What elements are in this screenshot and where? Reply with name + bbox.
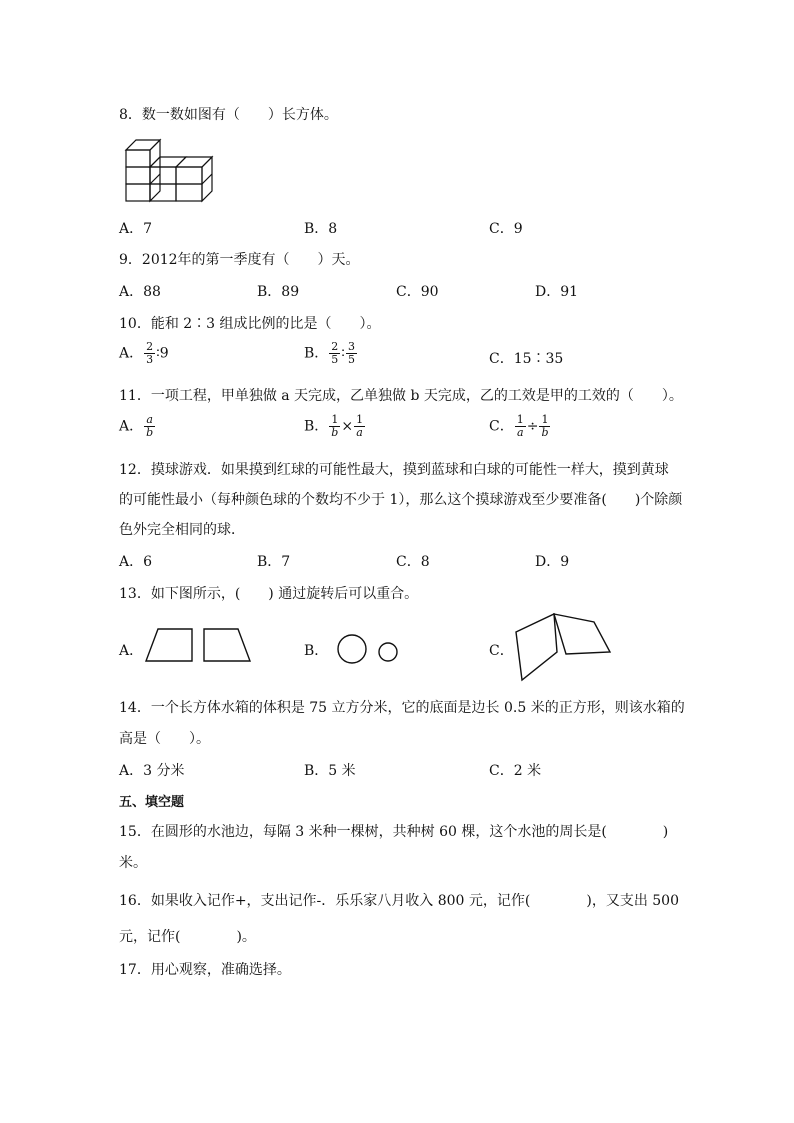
numerator: 1	[516, 413, 524, 426]
denominator: 3	[146, 353, 154, 366]
q11-option-a[interactable]	[119, 414, 156, 439]
q12-option-c[interactable]: C．8	[396, 554, 430, 570]
q16-stem-line2: 元，记作( )。	[119, 929, 256, 945]
q17-stem: 17．用心观察，准确选择。	[119, 962, 291, 978]
q10-stem: 10．能和 2∶3 组成比例的比是（ ）。	[119, 316, 381, 332]
q8-option-a[interactable]: A．7	[119, 221, 153, 237]
q13-option-a[interactable]: A．	[119, 643, 144, 659]
option-label: A．	[119, 345, 144, 362]
section-heading: 五、填空题	[119, 795, 185, 810]
q9-option-c[interactable]: C．90	[396, 284, 439, 300]
q9-option-d[interactable]: D．91	[535, 284, 579, 300]
operator: ×	[341, 418, 354, 435]
denominator: b	[331, 426, 339, 439]
numerator: a	[146, 413, 153, 426]
q12-stem-line2: 的可能性最小（每种颜色球的个数均不少于 1），那么这个摸球游戏至少要准备( )个除颜	[119, 492, 683, 508]
trapezoid-pair-figure	[144, 627, 252, 665]
q12-option-b[interactable]: B．7	[257, 554, 291, 570]
q10-option-c[interactable]: C．15∶35	[489, 351, 564, 367]
option-label: B．	[304, 345, 329, 362]
q15-stem-line2: 米。	[119, 855, 147, 871]
fraction	[329, 414, 340, 439]
operator: ÷	[526, 418, 539, 435]
denominator: b	[146, 426, 154, 439]
option-label: C．	[489, 418, 514, 435]
q13-option-b[interactable]: B．	[304, 643, 329, 659]
q8-option-b[interactable]: B．8	[304, 221, 338, 237]
numerator: 1	[541, 413, 549, 426]
denominator: 5	[347, 353, 355, 366]
q15-stem-line1: 15．在圆形的水池边，每隔 3 米种一棵树，共种树 60 棵，这个水池的周长是( )	[119, 824, 669, 840]
denominator: b	[541, 426, 549, 439]
denominator: 5	[331, 353, 339, 366]
q14-option-b[interactable]: B．5 米	[304, 763, 356, 779]
fraction	[346, 341, 357, 366]
q12-stem-line1: 12．摸球游戏．如果摸到红球的可能性最大，摸到蓝球和白球的可能性一样大，摸到黄球	[119, 462, 669, 478]
ratio-tail: ∶9	[156, 345, 169, 362]
fraction	[144, 414, 155, 439]
q14-option-c[interactable]: C．2 米	[489, 763, 542, 779]
q14-stem-line2: 高是（ ）。	[119, 731, 210, 747]
q14-stem-line1: 14．一个长方体水箱的体积是 75 立方分米，它的底面是边长 0.5 米的正方形，则该水箱的	[119, 700, 685, 716]
fraction	[329, 341, 340, 366]
circle-pair-figure	[335, 633, 401, 667]
q14-option-a[interactable]: A．3 分米	[119, 763, 185, 779]
numerator: 1	[356, 413, 364, 426]
option-label: B．	[304, 418, 329, 435]
q11-stem: 11．一项工程，甲单独做 a 天完成，乙单独做 b 天完成，乙的工效是甲的工效的（ ）。	[119, 388, 683, 404]
q11-option-b[interactable]	[304, 414, 366, 439]
fraction	[539, 414, 550, 439]
cuboid-stack-figure	[124, 132, 224, 204]
q9-option-b[interactable]: B．89	[257, 284, 300, 300]
fraction	[354, 414, 365, 439]
option-label: A．	[119, 418, 144, 435]
fraction	[144, 341, 155, 366]
q13-option-c[interactable]: C．	[489, 643, 514, 659]
q11-option-c[interactable]	[489, 414, 552, 439]
denominator: a	[356, 426, 363, 439]
q12-option-a[interactable]: A．6	[119, 554, 153, 570]
quadrilateral-pair-figure	[514, 612, 616, 682]
denominator: a	[516, 426, 524, 439]
q10-option-b[interactable]	[304, 341, 358, 366]
q16-stem-line1: 16．如果收入记作+，支出记作-．乐乐家八月收入 800 元，记作( )，又支出 500	[119, 893, 679, 909]
q9-stem: 9．2012年的第一季度有（ ）天。	[119, 252, 360, 268]
q10-option-a[interactable]	[119, 341, 169, 366]
ratio-sign: ∶	[341, 345, 345, 362]
q8-stem: 8．数一数如图有（ ）长方体。	[119, 107, 338, 123]
numerator: 1	[331, 413, 339, 426]
q12-stem-line3: 色外完全相同的球．	[119, 522, 245, 538]
q13-stem: 13．如下图所示，( ) 通过旋转后可以重合。	[119, 586, 419, 602]
q12-option-d[interactable]: D．9	[535, 554, 570, 570]
numerator: 2	[331, 340, 339, 353]
q9-option-a[interactable]: A．88	[119, 284, 161, 300]
fraction	[515, 414, 526, 439]
numerator: 3	[347, 340, 355, 353]
q8-option-c[interactable]: C．9	[489, 221, 523, 237]
numerator: 2	[146, 340, 154, 353]
